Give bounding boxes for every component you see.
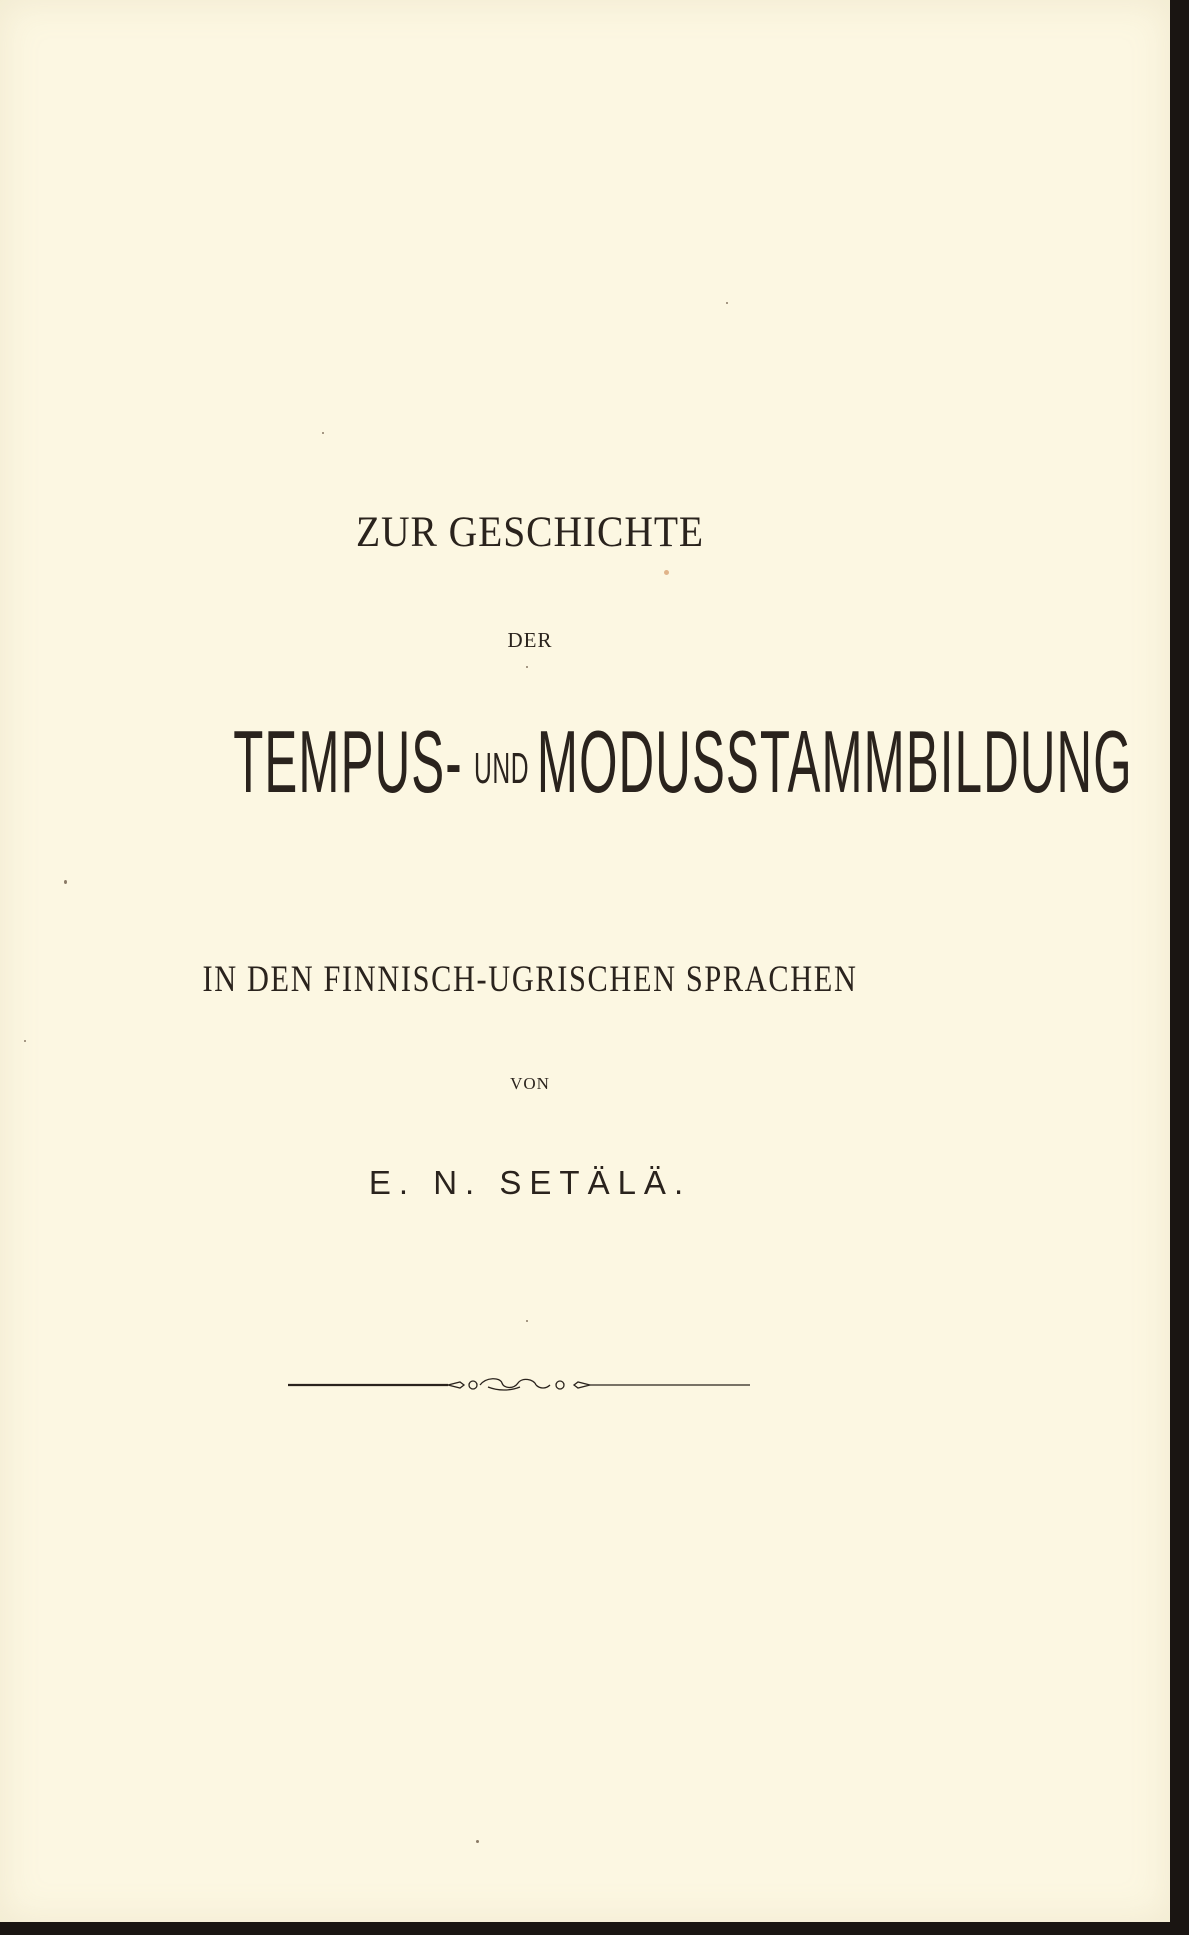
paper-speck [64, 880, 67, 884]
main-title-modusstammbildung: MODUSSTAMMBILDUNG [536, 712, 1133, 811]
paper-speck [24, 1040, 26, 1042]
paper-speck [664, 570, 669, 575]
by-line-von: VON [510, 1074, 550, 1093]
subtitle-line: IN DEN FINNISCH-UGRISCHEN SPRACHEN [202, 959, 858, 1000]
main-title-und: UND [474, 743, 530, 793]
paper-speck [726, 302, 728, 304]
author-name: E. N. SETÄLÄ. [368, 1164, 692, 1201]
main-title-tempus: TEMPUS- [233, 712, 463, 811]
paper-speck [526, 666, 528, 668]
title-line-zur-geschichte: ZUR GESCHICHTE [355, 509, 705, 556]
paper-speck [322, 432, 324, 434]
decorative-rule-icon [288, 1373, 750, 1397]
title-line-der: DER [507, 628, 553, 652]
main-title [233, 712, 1133, 811]
paper-speck [476, 1840, 479, 1843]
paper-speck [526, 1320, 528, 1322]
